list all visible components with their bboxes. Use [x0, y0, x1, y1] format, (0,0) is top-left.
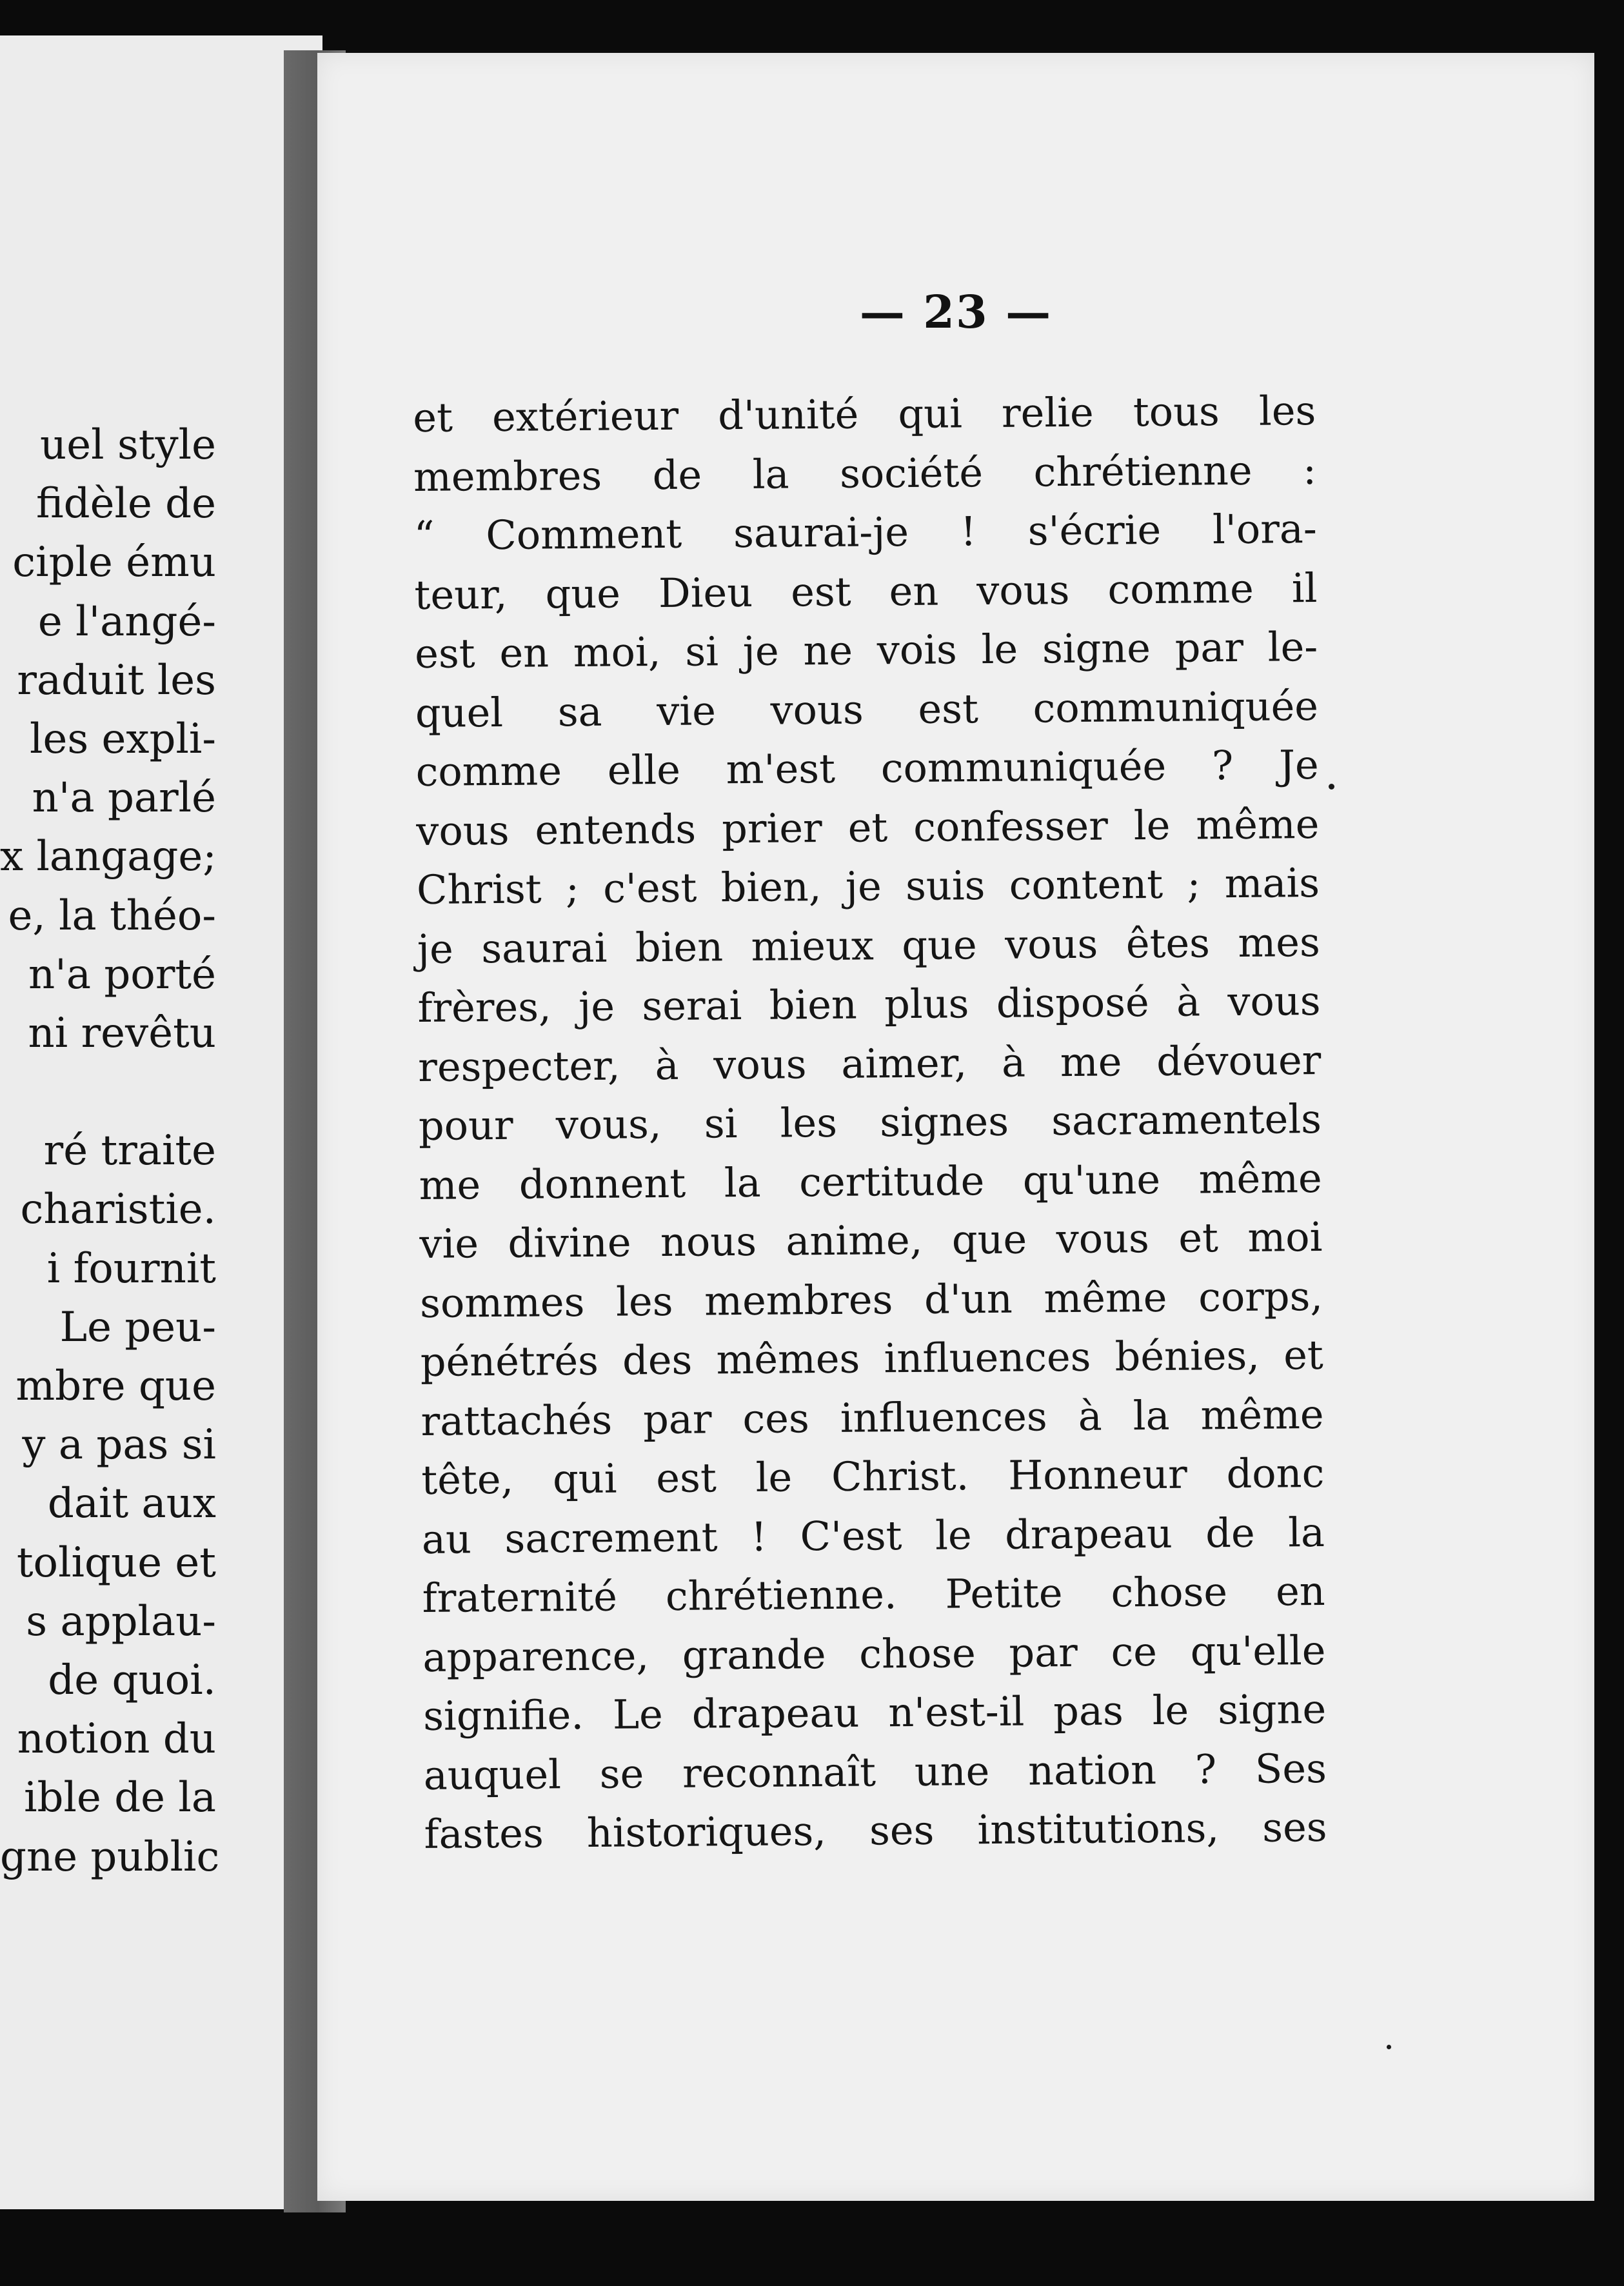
- body-line: tête, qui est le Christ. Honneur donc: [421, 1449, 1325, 1504]
- body-line: rattachés par ces influences à la même: [421, 1390, 1324, 1445]
- body-line: vie divine nous anime, que vous et moi: [419, 1213, 1323, 1267]
- body-line: Christ ; c'est bien, je suis content ; mais: [416, 859, 1320, 913]
- body-line: teur, que Dieu est en vous comme il: [414, 564, 1318, 619]
- body-line: fraternité chrétienne. Petite chose en: [422, 1567, 1325, 1622]
- previous-page-line: raduit les: [17, 656, 216, 704]
- body-line: apparence, grande chose par ce qu'elle: [422, 1626, 1326, 1681]
- body-line: membres de la société chrétienne :: [413, 446, 1317, 501]
- previous-page-line: s applau-: [26, 1597, 216, 1645]
- page-number: — 23 —: [859, 285, 1053, 339]
- current-page: [317, 53, 1594, 2201]
- body-line: me donnent la certitude qu'une même: [419, 1154, 1322, 1209]
- body-line: fastes historiques, ses institutions, ses: [424, 1803, 1327, 1858]
- previous-page-line: dait aux: [47, 1480, 216, 1528]
- page-body-text: [413, 381, 1327, 1864]
- previous-page-fragment: [0, 35, 322, 2209]
- body-line: vous entends prier et confesser le même: [416, 800, 1320, 855]
- previous-page-line: tolique et: [16, 1538, 216, 1587]
- body-line: pour vous, si les signes sacramentels: [418, 1095, 1322, 1149]
- previous-page-line: de quoi.: [48, 1656, 216, 1704]
- body-line: comme elle m'est communiquée ? Je: [415, 740, 1319, 795]
- previous-page-line: [0, 1063, 216, 1122]
- previous-page-line: y a pas si: [22, 1421, 216, 1469]
- previous-page-text: [0, 416, 220, 1887]
- body-line: au sacrement ! C'est le drapeau de la: [421, 1508, 1325, 1563]
- previous-page-line: mbre que: [15, 1362, 216, 1410]
- body-line: respecter, à vous aimer, à me dévouer: [417, 1036, 1322, 1091]
- previous-page-line: ible de la: [24, 1774, 216, 1822]
- previous-page-line: i fournit: [46, 1244, 216, 1293]
- previous-page-line: Le peu-: [59, 1303, 216, 1351]
- previous-page-line: ré traite: [43, 1127, 216, 1175]
- previous-page-line: n'a porté: [28, 950, 216, 999]
- body-line: “ Comment saurai-je ! s'écrie l'ora-: [413, 504, 1318, 559]
- previous-page-line: x langage;: [0, 833, 217, 881]
- previous-page-line: ciple ému: [12, 539, 216, 587]
- previous-page-line: n'a parlé: [32, 774, 216, 822]
- body-line: quel sa vie vous est communiquée: [415, 682, 1319, 737]
- scan-speck: [1387, 2045, 1391, 2049]
- body-line: signifie. Le drapeau n'est-il pas le signe: [422, 1685, 1327, 1740]
- previous-page-line: e, la théo-: [8, 891, 216, 940]
- previous-page-line: les expli-: [29, 715, 216, 763]
- body-line: et extérieur d'unité qui relie tous les: [413, 387, 1316, 441]
- previous-page-line: notion du: [17, 1715, 216, 1764]
- previous-page-line: uel style: [40, 421, 216, 469]
- previous-page-line: e l'angé-: [37, 597, 216, 646]
- body-line: frères, je serai bien plus disposé à vous: [417, 977, 1321, 1031]
- body-line: est en moi, si je ne vois le signe par le-: [414, 622, 1318, 677]
- previous-page-line: fidèle de: [35, 480, 216, 528]
- scan-speck: [1329, 784, 1334, 790]
- body-line: auquel se reconnaît une nation ? Ses: [423, 1744, 1327, 1799]
- body-line: pénétrés des mêmes influences bénies, et: [420, 1331, 1324, 1386]
- previous-page-line: ni revêtu: [28, 1009, 216, 1057]
- previous-page-line: gne public: [0, 1833, 220, 1881]
- body-line: je saurai bien mieux que vous êtes mes: [417, 918, 1321, 973]
- previous-page-line: charistie.: [20, 1186, 216, 1234]
- body-line: sommes les membres d'un même corps,: [419, 1272, 1323, 1327]
